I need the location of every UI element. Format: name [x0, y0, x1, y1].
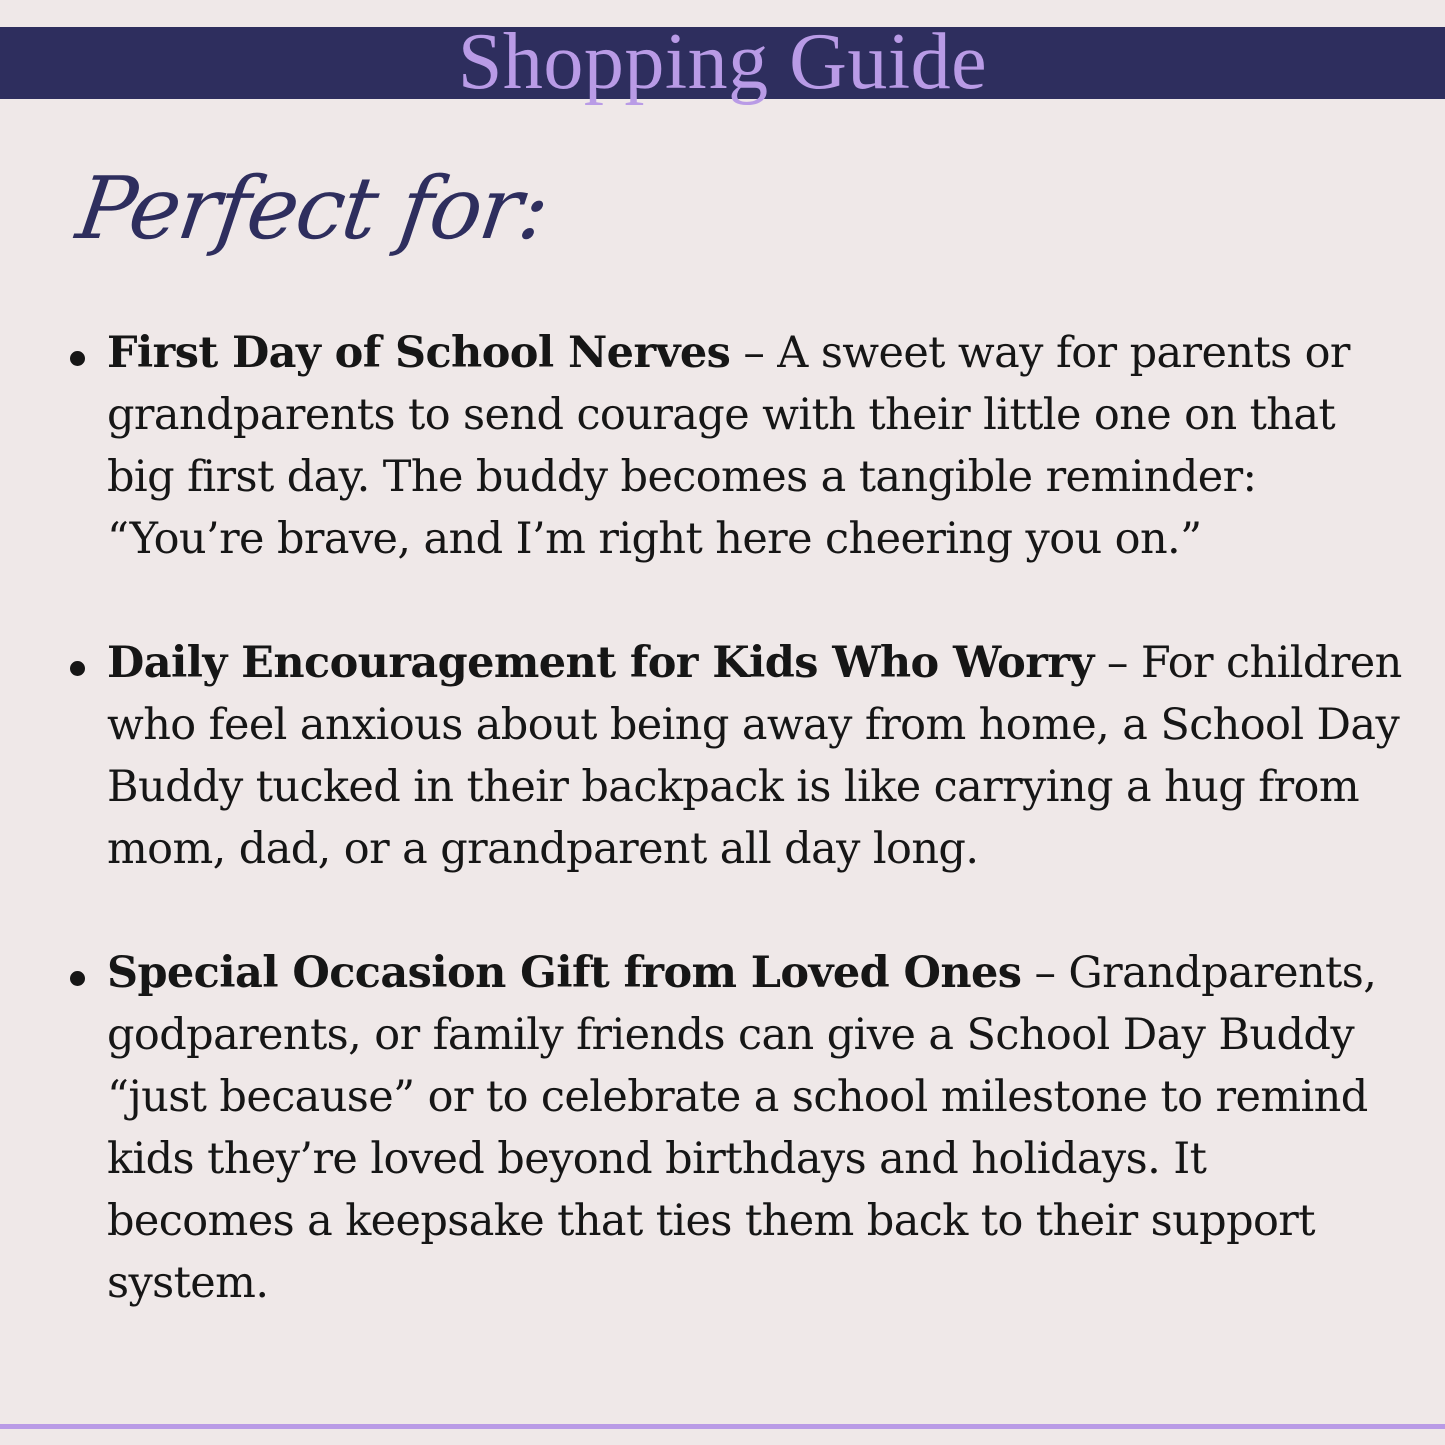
list-item-body: Grandparents, godparents, or family friends can give a School Day Buddy “just because” or to celebrate a school milestone to remind kids they’re loved beyond birthdays and holidays. It becomes a keepsake that ties them back to their support system.: [107, 948, 1377, 1308]
bullet-icon: [70, 661, 85, 676]
bullet-icon: [70, 971, 85, 986]
section-subtitle: Perfect for:: [71, 159, 554, 259]
list-item: [66, 322, 1406, 570]
footer-divider: [0, 1424, 1445, 1429]
list-item-separator: –: [1093, 638, 1141, 688]
list-item-body: For children who feel anxious about being away from home, a School Day Buddy tucked in their backpack is like carrying a hug from mom, dad, or a grandparent all day long.: [107, 638, 1402, 874]
list-item: [66, 632, 1406, 880]
bullet-icon: [70, 351, 85, 366]
list-item-body: A sweet way for parents or grandparents to send courage with their little one on that big first day. The buddy becomes a tangible reminder: “You’re brave, and I’m right here cheering you on.”: [107, 328, 1350, 564]
list-item-title: Daily Encouragement for Kids Who Worry: [107, 638, 1094, 688]
list-item: [66, 942, 1406, 1314]
list-item-separator: –: [730, 328, 778, 378]
list-item-separator: –: [1021, 948, 1069, 998]
list-item-title: First Day of School Nerves: [107, 328, 731, 378]
list-item-title: Special Occasion Gift from Loved Ones: [107, 948, 1022, 998]
feature-list: [66, 322, 1406, 1314]
page-title: Shopping Guide: [457, 18, 988, 106]
